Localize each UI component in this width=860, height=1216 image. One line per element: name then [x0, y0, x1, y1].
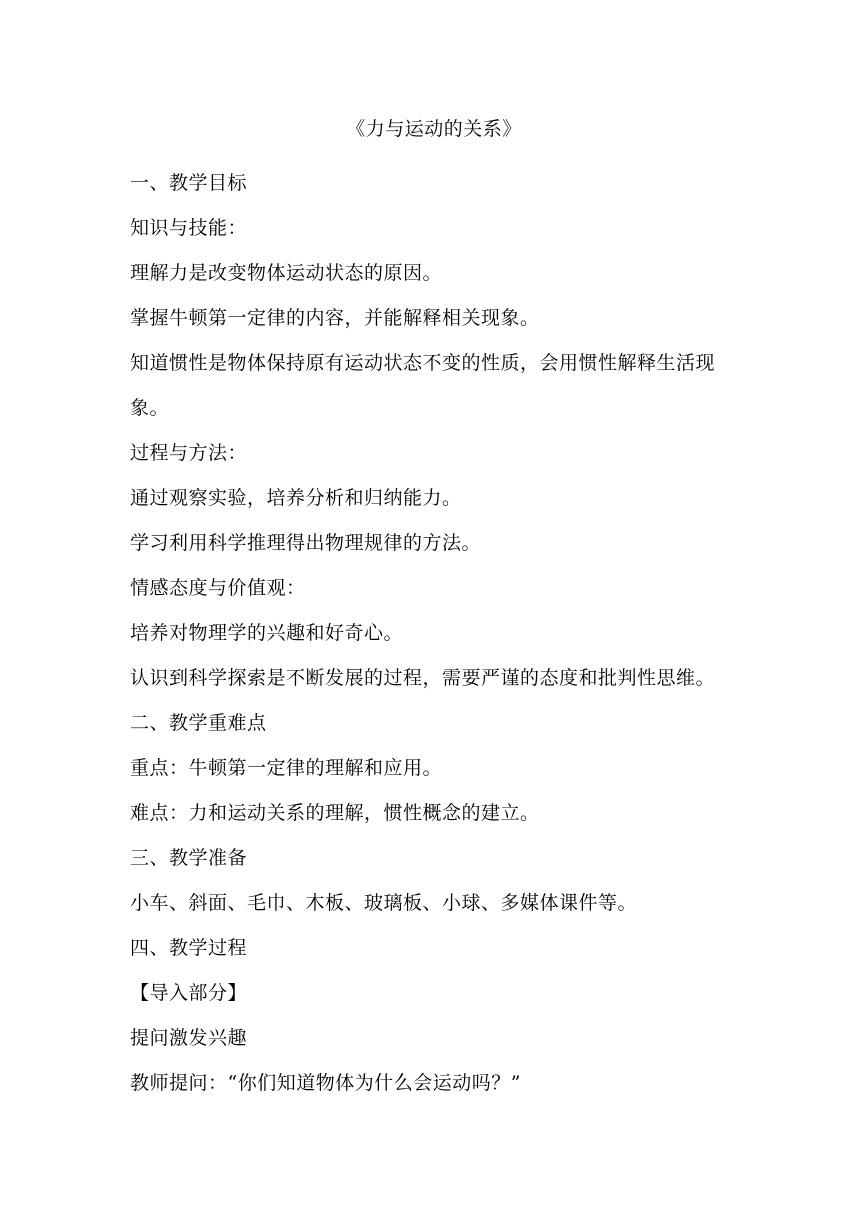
paragraph-line: 小车、斜面、毛巾、木板、玻璃板、小球、多媒体课件等。 [130, 892, 638, 914]
paragraph-line: 知道惯性是物体保持原有运动状态不变的性质，会用惯性解释生活现 [130, 352, 716, 374]
paragraph-line: 象。 [130, 397, 170, 419]
subheading-knowledge-skills: 知识与技能： [130, 217, 248, 239]
document-body [130, 116, 738, 1106]
section-heading-teaching-process: 四、教学过程 [130, 937, 248, 959]
paragraph-line: 认识到科学探索是不断发展的过程，需要严谨的态度和批判性思维。 [130, 667, 716, 689]
section-heading-preparation: 三、教学准备 [130, 847, 248, 869]
paragraph-line: 学习利用科学推理得出物理规律的方法。 [130, 532, 482, 554]
paragraph-line: 理解力是改变物体运动状态的原因。 [130, 262, 443, 284]
subheading-introduction: 【导入部分】 [130, 982, 248, 1004]
paragraph-line: 难点：力和运动关系的理解，惯性概念的建立。 [130, 802, 540, 824]
paragraph-line: 提问激发兴趣 [130, 1027, 248, 1049]
section-heading-objectives: 一、教学目标 [130, 172, 248, 194]
section-heading-key-difficult-points: 二、教学重难点 [130, 712, 267, 734]
paragraph-line: 通过观察实验，培养分析和归纳能力。 [130, 487, 462, 509]
paragraph-line: 培养对物理学的兴趣和好奇心。 [130, 622, 404, 644]
subheading-attitudes-values: 情感态度与价值观： [130, 577, 306, 599]
paragraph-line: 重点：牛顿第一定律的理解和应用。 [130, 757, 443, 779]
subheading-process-methods: 过程与方法： [130, 442, 248, 464]
paragraph-line: 教师提问：“你们知道物体为什么会运动吗？” [130, 1072, 521, 1094]
document-title: 《力与运动的关系》 [346, 118, 522, 140]
paragraph-line: 掌握牛顿第一定律的内容，并能解释相关现象。 [130, 307, 540, 329]
